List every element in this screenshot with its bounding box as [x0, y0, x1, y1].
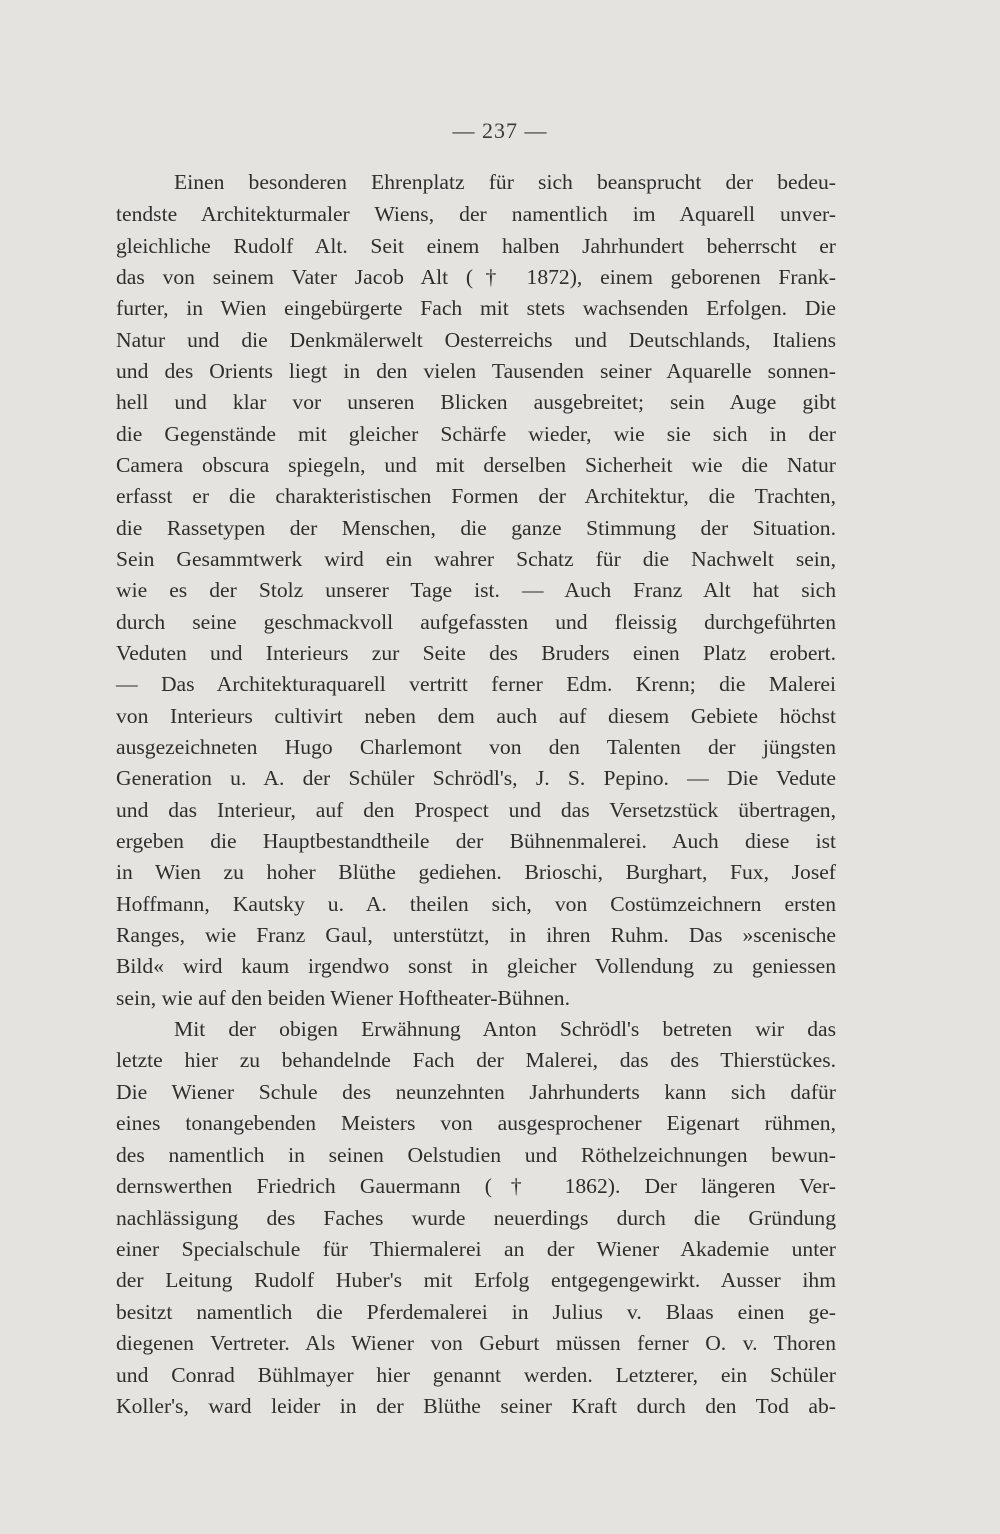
text-line: und das Interieur, auf den Prospect und das Versetzstück übertragen,	[116, 798, 836, 822]
text-line: — Das Architekturaquarell vertritt ferner Edm. Krenn; die Malerei	[116, 672, 836, 696]
text-line: eines tonangebenden Meisters von ausgesprochener Eigenart rühmen,	[116, 1111, 836, 1135]
text-line: besitzt namentlich die Pferdemalerei in Julius v. Blaas einen ge-	[116, 1300, 836, 1324]
text-line: gleichliche Rudolf Alt. Seit einem halben Jahrhundert beherrscht er	[116, 234, 836, 258]
text-line: ergeben die Hauptbestandtheile der Bühnenmalerei. Auch diese ist	[116, 829, 836, 853]
text-line: Mit der obigen Erwähnung Anton Schrödl's betreten wir das	[174, 1017, 836, 1041]
text-line: und des Orients liegt in den vielen Tausenden seiner Aquarelle sonnen-	[116, 359, 836, 383]
text-line: ausgezeichneten Hugo Charlemont von den Talenten der jüngsten	[116, 735, 836, 759]
text-line: tendste Architekturmaler Wiens, der namentlich im Aquarell unver-	[116, 202, 836, 226]
text-line: Einen besonderen Ehrenplatz für sich beansprucht der bedeu-	[174, 170, 836, 194]
text-line: Camera obscura spiegeln, und mit derselben Sicherheit wie die Natur	[116, 453, 836, 477]
text-line: durch seine geschmackvoll aufgefassten und fleissig durchgeführten	[116, 610, 836, 634]
text-line: Bild« wird kaum irgendwo sonst in gleicher Vollendung zu geniessen	[116, 954, 836, 978]
text-line: die Rassetypen der Menschen, die ganze Stimmung der Situation.	[116, 516, 836, 540]
text-line: diegenen Vertreter. Als Wiener von Geburt müssen ferner O. v. Thoren	[116, 1331, 836, 1355]
text-line: des namentlich in seinen Oelstudien und Röthelzeichnungen bewun-	[116, 1143, 836, 1167]
text-line: von Interieurs cultivirt neben dem auch auf diesem Gebiete höchst	[116, 704, 836, 728]
text-line: das von seinem Vater Jacob Alt († 1872), einem geborenen Frank-	[116, 265, 836, 289]
text-line: Hoffmann, Kautsky u. A. theilen sich, von Costümzeichnern ersten	[116, 892, 836, 916]
text-line: furter, in Wien eingebürgerte Fach mit stets wachsenden Erfolgen. Die	[116, 296, 836, 320]
text-line: einer Specialschule für Thiermalerei an der Wiener Akademie unter	[116, 1237, 836, 1261]
text-line: der Leitung Rudolf Huber's mit Erfolg entgegengewirkt. Ausser ihm	[116, 1268, 836, 1292]
text-line: dernswerthen Friedrich Gauermann († 1862). Der längeren Ver-	[116, 1174, 836, 1198]
text-line: hell und klar vor unseren Blicken ausgebreitet; sein Auge gibt	[116, 390, 836, 414]
text-line: Veduten und Interieurs zur Seite des Bruders einen Platz erobert.	[116, 641, 836, 665]
text-line: Koller's, ward leider in der Blüthe seiner Kraft durch den Tod ab-	[116, 1394, 836, 1418]
text-line: Natur und die Denkmälerwelt Oesterreichs und Deutschlands, Italiens	[116, 328, 836, 352]
text-line: Ranges, wie Franz Gaul, unterstützt, in ihren Ruhm. Das »scenische	[116, 923, 836, 947]
text-line: Generation u. A. der Schüler Schrödl's, J. S. Pepino. — Die Vedute	[116, 766, 836, 790]
text-line: letzte hier zu behandelnde Fach der Malerei, das des Thierstückes.	[116, 1048, 836, 1072]
text-line: sein, wie auf den beiden Wiener Hoftheater-Bühnen.	[116, 986, 570, 1010]
page-number: — 237 —	[452, 118, 548, 143]
text-line: wie es der Stolz unserer Tage ist. — Auch Franz Alt hat sich	[116, 578, 836, 602]
text-line: und Conrad Bühlmayer hier genannt werden. Letzterer, ein Schüler	[116, 1363, 836, 1387]
text-line: nachlässigung des Faches wurde neuerdings durch die Gründung	[116, 1206, 836, 1230]
text-line: in Wien zu hoher Blüthe gediehen. Brioschi, Burghart, Fux, Josef	[116, 860, 836, 884]
text-line: Sein Gesammtwerk wird ein wahrer Schatz für die Nachwelt sein,	[116, 547, 836, 571]
text-line: die Gegenstände mit gleicher Schärfe wieder, wie sie sich in der	[116, 422, 836, 446]
text-line: erfasst er die charakteristischen Formen der Architektur, die Trachten,	[116, 484, 836, 508]
text-line: Die Wiener Schule des neunzehnten Jahrhunderts kann sich dafür	[116, 1080, 836, 1104]
